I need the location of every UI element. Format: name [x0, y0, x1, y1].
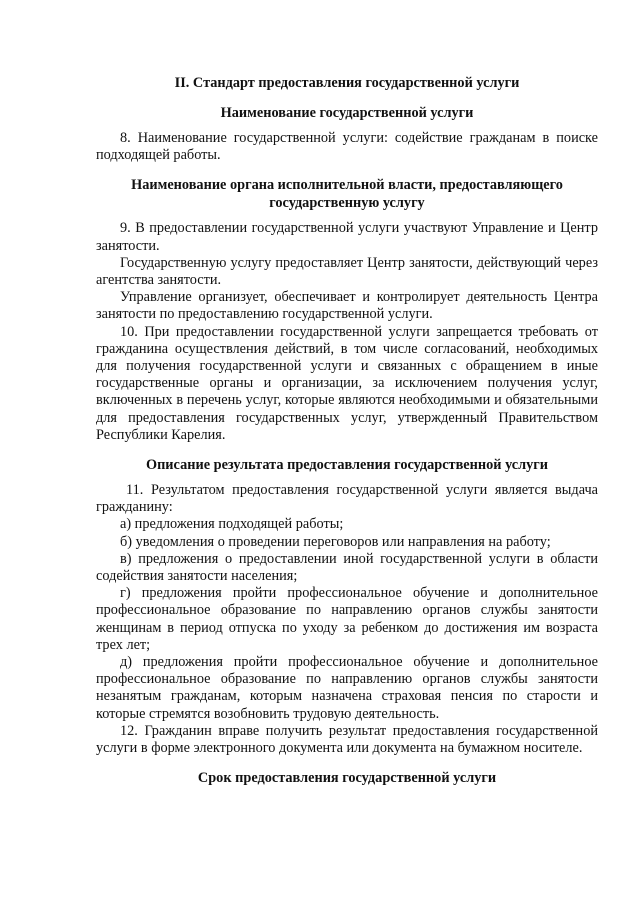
- heading-executive-body: Наименование органа исполнительной власти, предоставляющего государственную услугу: [131, 177, 563, 212]
- heading-service-term: Срок предоставления государственной услуги: [197, 770, 497, 787]
- paragraph-9b: Государственную услугу предоставляет Центр занятости, действующий через агентства занятости.: [96, 254, 598, 289]
- heading-service-name: Наименование государственной услуги: [220, 105, 474, 121]
- list-item-c: в) предложения о предоставлении иной государственной услуги в области содействия занятости населения;: [96, 550, 598, 585]
- list-item-b: б) уведомления о проведении переговоров или направления на работу;: [120, 533, 551, 550]
- list-item-g: г) предложения пройти профессиональное обучение и дополнительное профессиональное образование по направлению органов службы занятости женщинам в период отпуска по уходу за ребенком до достижения им возраста трех лет;: [96, 585, 598, 653]
- paragraph-8: 8. Наименование государственной услуги: содействие гражданам в поиске подходящей работы.: [96, 130, 598, 164]
- document-body: [96, 74, 598, 787]
- paragraph-11: 11. Результатом предоставления государственной услуги является выдача гражданину:: [96, 482, 598, 516]
- paragraph-9c: Управление организует, обеспечивает и контролирует деятельность Центра занятости по предоставлению государственной услуги.: [96, 289, 598, 323]
- paragraph-12: 12. Гражданин вправе получить результат предоставления государственной услуги в форме электронного документа или документа на бумажном носителе.: [96, 722, 598, 757]
- heading-result-description: Описание результата предоставления государственной услуги: [145, 457, 549, 474]
- section-title: II. Стандарт предоставления государственной услуги: [174, 75, 520, 91]
- list-item-d: д) предложения пройти профессиональное обучение и дополнительное профессиональное образование по направлению органов службы занятости незанятым гражданам, которым назначена страховая пенсия по старости и которые стремятся возобновить трудовую деятельность.: [96, 654, 598, 722]
- paragraph-9a: 9. В предоставлении государственной услуги участвуют Управление и Центр занятости.: [96, 220, 598, 254]
- paragraph-10: 10. При предоставлении государственной услуги запрещается требовать от гражданина осуществления действий, в том числе согласований, необходимых для получения государственной услуги и связанных с обращением в иные государственные органы и организации, за исключением получения услуг, включенных в перечень услуг, которые являются необходимыми и обязательными для предоставления государственных услуг, утвержденный Правительством Республики Карелия.: [96, 323, 598, 443]
- list-item-a: а) предложения подходящей работы;: [120, 516, 344, 533]
